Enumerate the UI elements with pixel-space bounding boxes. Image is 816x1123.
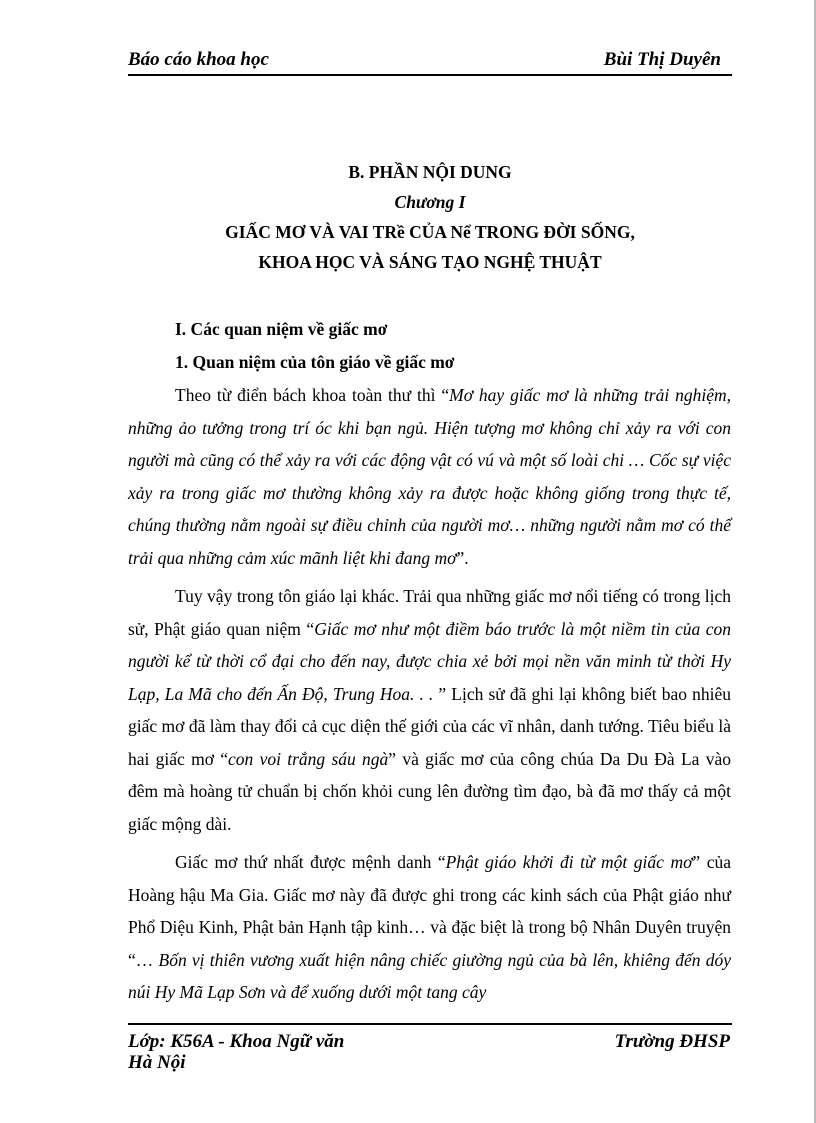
p3-text-2: ” của Hoàng hậu Ma Gia. Giấc mơ này đã được ghi trong các kinh sách của Phật giáo như Phổ Diệu Kinh, Phật bản Hạnh tập kinh… và đặc biệt là trong bộ Nhân Duyên truyện “… <box>128 852 731 970</box>
p1-text: Theo từ điển bách khoa toàn thư thì “ <box>175 385 450 405</box>
chapter-headings <box>128 157 732 277</box>
page-header <box>128 46 732 76</box>
p2-text-3: ” và giấc mơ của công chúa Da Du Đà La vào đêm mà hoàng tử chuẩn bị chốn khỏi cung lên đường tìm đạo, bà đã mơ thấy cả một giấc mộng dài. <box>128 748 731 834</box>
paragraph-2 <box>128 580 731 840</box>
p2-text-2: ” Lịch sử đã ghi lại không biết bao nhiêu giấc mơ đã làm thay đổi cả cục diện thế giới của các vĩ nhân, danh tướng. Tiêu biểu là hai giấc mơ “ <box>128 683 732 769</box>
header-right: Bùi Thị Duyên <box>603 49 721 70</box>
p3-quote: Phật giáo khởi đi từ một giấc mơ <box>445 852 693 872</box>
p2-text: Tuy vậy trong tôn giáo lại khác. Trải qua những giấc mơ nổi tiếng có trong lịch sử, Phật giáo quan niệm “ <box>128 586 731 639</box>
paragraph-1 <box>128 379 731 574</box>
paragraph-3 <box>128 846 731 1009</box>
footer-right: Trường ĐHSP <box>614 1031 730 1052</box>
chapter-title-line1: GIẤC MƠ VÀ VAI TRề CỦA Nể TRONG ĐỜI SỐNG, <box>225 222 635 242</box>
page-footer <box>128 1023 732 1073</box>
chapter-title-line2: KHOA HỌC VÀ SÁNG TẠO NGHỆ THUẬT <box>258 252 602 272</box>
p3-text: Giấc mơ thứ nhất được mệnh danh “ <box>175 852 446 872</box>
p3-quote-2: Bốn vị thiên vương xuất hiện nâng chiếc giường ngủ của bà lên, khiêng đến dóy núi Hy Mã Lạp Sơn và để xuống dưới một tang cây <box>128 949 731 1002</box>
p2-quote-2: con voi trắng sáu ngà <box>228 748 389 769</box>
part-heading: B. PHẦN NỘI DUNG <box>348 162 512 182</box>
body-text <box>128 379 731 1015</box>
footer-left: Lớp: K56A - Khoa Ngữ văn <box>128 1031 345 1052</box>
footer-left-line2: Hà Nội <box>128 1052 186 1073</box>
p1-end: ”. <box>456 547 469 568</box>
p1-quote: Mơ hay giấc mơ là những trải nghiệm, những ảo tưởng trong trí óc khi bạn ngủ. Hiện tượng mơ không chỉ xảy ra với con người mà cũng có thể xảy ra với các động vật có vú và một số loài chi … Cốc sự việc xảy ra trong giấc mơ thường không xảy ra được hoặc không giống trong thực tế, chúng thường nằm ngoài sự điều chỉnh của người mơ… những người nằm mơ có thể trải qua những cảm xúc mãnh liệt khi đang mơ <box>128 385 732 568</box>
chapter-heading: Chương I <box>394 192 466 212</box>
section-heading-2: 1. Quan niệm của tôn giáo về giấc mơ <box>175 352 455 372</box>
header-left: Báo cáo khoa học <box>128 49 269 70</box>
p2-quote: Giấc mơ như một điềm báo trước là một niềm tin của con người kể từ thời cổ đại cho đến nay, được chia xẻ bởi mọi nền văn minh từ thời Hy Lạp, La Mã cho đến Ấn Độ, Trung Hoa. . . <box>128 618 731 704</box>
section-heading-1: I. Các quan niệm về giấc mơ <box>175 319 388 339</box>
